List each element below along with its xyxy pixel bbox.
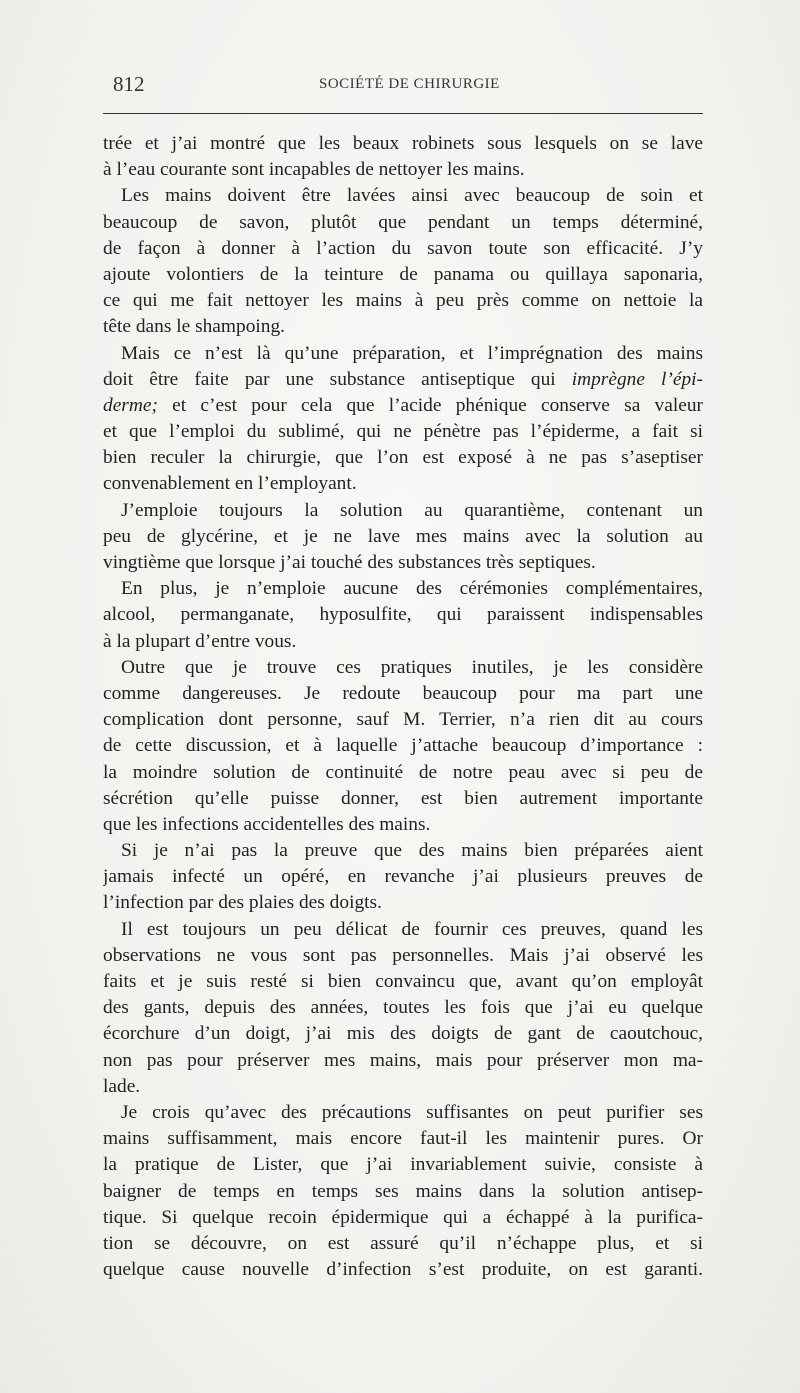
text-line: Je crois qu’avec des précautions suffisantes on peut purifier ses xyxy=(121,1101,703,1123)
text-line: vingtième que lorsque j’ai touché des substances très septiques. xyxy=(103,552,596,573)
text-line: ajoute volontiers de la teinture de panama ou quillaya saponaria, xyxy=(103,263,703,285)
page-header xyxy=(103,72,703,96)
text-line: sécrétion qu’elle puisse donner, est bien autrement importante xyxy=(103,787,703,809)
text-line: écorchure d’un doigt, j’ai mis des doigts de gant de caoutchouc, xyxy=(103,1023,703,1045)
text-line: alcool, permanganate, hyposulfite, qui paraissent indispensables xyxy=(103,604,703,626)
text-line: tique. Si quelque recoin épidermique qui a échappé à la purifica- xyxy=(103,1206,703,1228)
text-line: Il est toujours un peu délicat de fournir ces preuves, quand les xyxy=(121,918,703,940)
text-line: bien reculer la chirurgie, que l’on est exposé à ne pas s’aseptiser xyxy=(103,447,703,469)
text-line: trée et j’ai montré que les beaux robinets sous lesquels on se lave xyxy=(103,133,703,154)
text-line: Si je n’ai pas la preuve que des mains bien préparées aient xyxy=(121,840,703,862)
text-line: de cette discussion, et à laquelle j’attache beaucoup d’importance : xyxy=(103,735,703,757)
text-line: des gants, depuis des années, toutes les fois que j’ai eu quelque xyxy=(103,997,703,1019)
text-line: En plus, je n’emploie aucune des cérémonies complémentaires, xyxy=(121,578,703,600)
text-line: lade. xyxy=(103,1075,141,1097)
text-line: de façon à donner à l’action du savon toute son efficacité. J’y xyxy=(103,237,703,259)
text-line: Les mains doivent être lavées ainsi avec beaucoup de soin et xyxy=(121,185,703,207)
text-line: peu de glycérine, et je ne lave mes mains avec la solution au xyxy=(103,525,703,547)
header-rule xyxy=(103,113,703,114)
text-line: J’emploie toujours la solution au quarantième, contenant un xyxy=(121,499,703,521)
text-segment: et c’est pour cela que l’acide phénique conserve sa valeur xyxy=(157,394,703,416)
text-line: et que l’emploi du sublimé, qui ne pénètre pas l’épiderme, a fait si xyxy=(103,421,703,443)
text-line: Outre que je trouve ces pratiques inutiles, je les considère xyxy=(121,656,703,678)
text-line: convenablement en l’employant. xyxy=(103,473,357,495)
page-number: 812 xyxy=(113,72,145,96)
text-line: tête dans le shampoing. xyxy=(103,316,286,338)
text-line: la moindre solution de continuité de notre peau avec si peu de xyxy=(103,761,703,783)
text-line: jamais infecté un opéré, en revanche j’ai plusieurs preuves de xyxy=(103,866,703,888)
text-line: observations ne vous sont pas personnelles. Mais j’ai observé les xyxy=(103,944,703,966)
text-line: mains suffisamment, mais encore faut-il les maintenir pures. Or xyxy=(103,1128,703,1150)
text-line: comme dangereuses. Je redoute beaucoup pour ma part une xyxy=(103,682,703,704)
body-text xyxy=(103,131,703,1283)
text-line: l’infection par des plaies des doigts. xyxy=(103,892,382,914)
text-line: à l’eau courante sont incapables de nettoyer les mains. xyxy=(103,159,525,181)
italic-text: derme; xyxy=(103,394,158,416)
text-line: quelque cause nouvelle d’infection s’est produite, on est garanti. xyxy=(103,1259,703,1281)
text-line xyxy=(103,367,703,393)
text-line: non pas pour préserver mes mains, mais pour préserver mon ma- xyxy=(103,1049,703,1071)
text-line: que les infections accidentelles des mains. xyxy=(103,813,431,835)
italic-text: imprègne l’épi- xyxy=(571,368,703,390)
text-line: à la plupart d’entre vous. xyxy=(103,630,297,652)
text-segment: doit être faite par une substance antiseptique qui xyxy=(103,368,572,390)
text-line: la pratique de Lister, que j’ai invariablement suivie, consiste à xyxy=(103,1154,703,1176)
text-line: ce qui me fait nettoyer les mains à peu près comme on nettoie la xyxy=(103,290,703,312)
text-line: faits et je suis resté si bien convaincu que, avant qu’on employât xyxy=(103,971,703,992)
text-line: Mais ce n’est là qu’une préparation, et l’imprégnation des mains xyxy=(121,342,703,364)
text-line: complication dont personne, sauf M. Terrier, n’a rien dit au cours xyxy=(103,709,703,731)
text-line: tion se découvre, on est assuré qu’il n’échappe plus, et si xyxy=(103,1232,703,1254)
text-line: beaucoup de savon, plutôt que pendant un temps déterminé, xyxy=(103,211,703,233)
text-line: baigner de temps en temps ses mains dans la solution antisep- xyxy=(103,1180,703,1202)
text-line xyxy=(103,393,703,419)
running-head: SOCIÉTÉ DE CHIRURGIE xyxy=(319,76,500,92)
